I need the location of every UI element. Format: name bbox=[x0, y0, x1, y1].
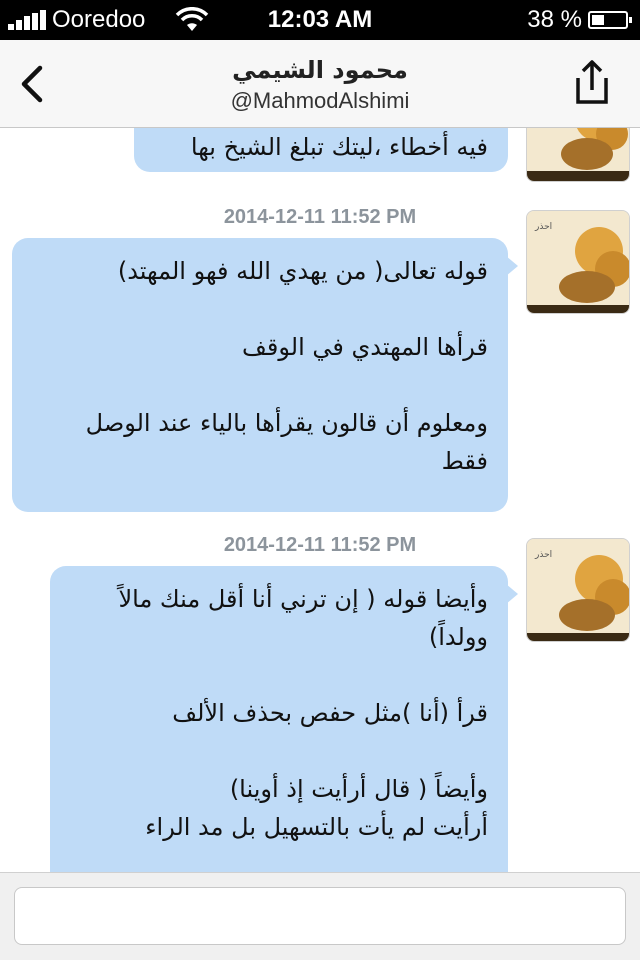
status-time: 12:03 AM bbox=[267, 6, 373, 33]
sender-avatar[interactable] bbox=[526, 210, 630, 314]
battery-level-fill bbox=[592, 15, 604, 25]
battery-icon bbox=[588, 11, 628, 29]
share-icon[interactable] bbox=[572, 58, 612, 106]
navigation-bar bbox=[0, 40, 640, 128]
sender-avatar[interactable] bbox=[526, 128, 630, 182]
battery-percent: 38 % bbox=[527, 6, 582, 33]
avatar-image bbox=[527, 539, 630, 642]
svg-text:احذر: احذر bbox=[535, 222, 553, 232]
message-input[interactable] bbox=[14, 887, 626, 945]
avatar-image bbox=[527, 211, 630, 314]
message-timestamp: 2014-12-11 11:52 PM bbox=[223, 534, 417, 556]
message-timestamp: 2014-12-11 11:52 PM bbox=[223, 206, 417, 228]
status-bar bbox=[0, 0, 640, 40]
avatar-image bbox=[527, 128, 630, 182]
message-composer bbox=[0, 872, 640, 960]
message-bubble[interactable]: فيه أخطاء ،ليتك تبلغ الشيخ بها bbox=[134, 128, 508, 172]
conversation-title: محمود الشيمي bbox=[232, 56, 408, 84]
svg-text:احذر: احذر bbox=[535, 550, 553, 560]
sender-avatar[interactable] bbox=[526, 538, 630, 642]
message-bubble[interactable]: وأيضا قوله ( إن ترني أنا أقل منك مالاً وولداً) قرأ (أنا )مثل حفص بحذف الألف وأيضاً ( قال أرأيت إذ أوينا) أرأيت لم يأت بالتسهيل بل مد الراء bbox=[50, 566, 508, 872]
message-bubble[interactable]: قوله تعالى( من يهدي الله فهو المهتد) قرأها المهتدي في الوقف ومعلوم أن قالون يقرأها بالياء عند الوصل فقط bbox=[12, 238, 508, 512]
conversation-handle: @MahmodAlshimi bbox=[230, 88, 410, 113]
message-list[interactable] bbox=[0, 128, 640, 872]
carrier-name: Ooredoo bbox=[52, 6, 146, 33]
